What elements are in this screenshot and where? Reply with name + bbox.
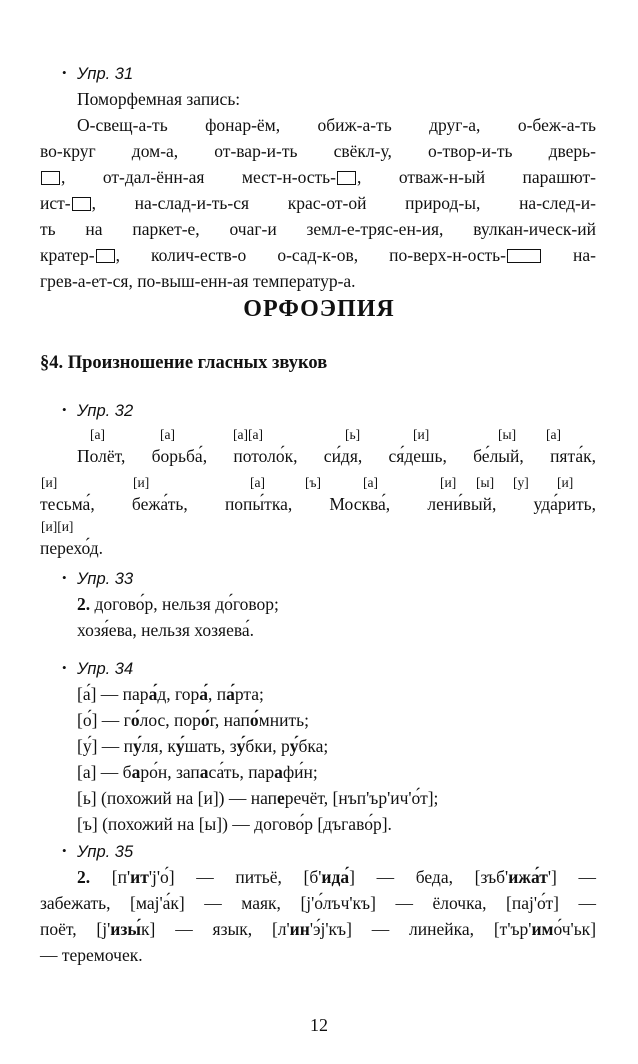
blank-box <box>96 249 115 263</box>
blank-box <box>507 249 541 263</box>
ex33-line-2: хозя́ева, нельзя хозяева́. <box>77 620 255 640</box>
transcription: [ы] <box>476 475 495 490</box>
ex31-label: Упр. 31 <box>77 65 134 83</box>
ex34-block <box>40 655 596 837</box>
transcription: [у] <box>513 475 529 490</box>
ex35-line-4 <box>40 942 596 968</box>
page-number: 12 <box>310 1015 328 1035</box>
ex34-line-2 <box>40 707 596 733</box>
stressed-segment: 2. <box>77 867 91 887</box>
ex35-line-2 <box>40 890 596 916</box>
text-segment: [ь] (похожий на [и]) — нап <box>77 788 277 808</box>
ex31-block <box>40 60 596 294</box>
stressed-segment: ин <box>289 919 310 939</box>
ex32-line-2-wrap <box>40 491 596 517</box>
ex35-label: Упр. 35 <box>77 843 134 861</box>
ex31-line-2: во-круг дом-а, от-вар-и-ть свёкл-у, о-твор-и-ть дверь- <box>40 141 596 161</box>
stressed-segment: у́ <box>289 736 299 756</box>
stressed-segment: о́ <box>249 710 259 730</box>
ex32-line-2: тесьма́, бежа́ть, попы́тка, Москва́, лени́вый, уда́рить, <box>40 494 596 514</box>
bullet-ex33: • <box>62 570 67 585</box>
ex33-label: Упр. 33 <box>77 570 134 588</box>
text-segment: лос, пор <box>139 710 201 730</box>
ex31-line-1: О-свещ-а-ть фонар-ём, обиж-а-ть друг-а, о-беж-а-ть <box>77 115 596 135</box>
text-segment: д, гор <box>157 684 200 704</box>
text-segment: ] — беда, [зъб' <box>349 867 509 887</box>
text-segment: [п' <box>90 867 131 887</box>
ex35-line-1 <box>40 864 596 890</box>
ex32-transcription-row-3 <box>0 517 638 537</box>
stressed-segment: у́ <box>175 736 185 756</box>
section-title: ОРФОЭПИЯ <box>243 296 395 322</box>
text-segment: '] — <box>547 867 596 887</box>
text-segment: [ъ] (похожий на [ы]) — догово́р [дъгаво́р]. <box>77 814 392 834</box>
stressed-segment: им <box>531 919 554 939</box>
text-segment: поёт, [j' <box>40 919 111 939</box>
ex33-block <box>40 565 596 643</box>
ex32-line-1: Полёт, борьба́, потоло́к, си́дя, ся́дешь, бе́лый, пята́к, <box>77 446 596 466</box>
text-segment: [у́] — п <box>77 736 134 756</box>
text-segment: мнить; <box>258 710 309 730</box>
stressed-segment: а <box>199 762 209 782</box>
ex31-line-3: , от-дал-ённ-ая мест-н-ость- , отваж-н-ый парашют- <box>40 164 596 190</box>
bullet-ex32: • <box>62 402 67 417</box>
text-segment: забежать, [маj'а́к] — маяк, [j'о́лъч'къ] — ёлочка, [паj'о́т] — <box>40 893 596 913</box>
transcription: [а] <box>546 427 561 442</box>
transcription: [и] <box>440 475 457 490</box>
ex32-transcription-row-2 <box>0 473 638 493</box>
text-segment: — теремочек. <box>40 945 143 965</box>
transcription: [ь] <box>345 427 361 442</box>
stressed-segment: о́ <box>200 710 210 730</box>
ex31-label-line <box>40 60 596 86</box>
ex31-line-6: кратер- , колич-еств-о о-сад-к-ов, по-верх-н-ость- на- <box>40 245 596 265</box>
text-segment: , п <box>207 684 227 704</box>
text-segment: к] — язык, [л' <box>141 919 290 939</box>
bullet-ex34: • <box>62 660 67 675</box>
transcription: [а] <box>160 427 175 442</box>
transcription: [и] <box>413 427 430 442</box>
ex32-label-line <box>40 397 596 423</box>
text-segment: 'j'о́] — питьё, [б' <box>148 867 322 887</box>
ex34-line-3 <box>40 733 596 759</box>
transcription: [ы] <box>498 427 517 442</box>
text-segment: г, нап <box>209 710 250 730</box>
ex33-line-1: 2. догово́р, нельзя до́говор; <box>77 594 279 614</box>
text-segment: са́ть, пар <box>208 762 275 782</box>
ex32-line-3: перехо́д. <box>40 538 104 558</box>
ex32-line-3-wrap <box>40 535 596 561</box>
text-segment: [а́] — пар <box>77 684 149 704</box>
stressed-segment: ижа́т <box>508 867 548 887</box>
stressed-segment: у́ <box>133 736 142 756</box>
ex31-line-4: ист- , на-слад-и-ть-ся крас-от-ой природ-ы, на-след-и- <box>40 193 596 213</box>
transcription: [и] <box>557 475 574 490</box>
ex34-line-4 <box>40 759 596 785</box>
subsection-title: §4. Произношение гласных звуков <box>40 353 328 373</box>
ex34-line-6 <box>40 811 596 837</box>
ex34-label: Упр. 34 <box>77 660 134 678</box>
bullet-ex35: • <box>62 843 67 858</box>
transcription: [а] <box>363 475 378 490</box>
ex32-label: Упр. 32 <box>77 402 134 420</box>
transcription: [а][а] <box>233 427 263 442</box>
text-segment: 'э́j'къ] — линейка, [т'ър' <box>309 919 532 939</box>
ex32-transcription-row-1 <box>0 425 638 445</box>
ex34-line-5 <box>40 785 596 811</box>
ex35-block <box>40 838 596 968</box>
text-segment: [а] — б <box>77 762 132 782</box>
text-segment: рта; <box>234 684 264 704</box>
stressed-segment: а <box>274 762 283 782</box>
text-segment: речёт, [нъп'ър'ич'о́т]; <box>284 788 439 808</box>
blank-box <box>41 171 60 185</box>
transcription: [и] <box>133 475 150 490</box>
ex32-line-1-wrap <box>40 443 596 469</box>
stressed-segment: у́ <box>236 736 246 756</box>
ex31-line-5: ть на паркет-е, очаг-и земл-е-тряс-ен-ия, вулкан-ическ-ий <box>40 219 596 239</box>
blank-box <box>72 197 91 211</box>
stressed-segment: ида́ <box>321 867 350 887</box>
stressed-segment: а́ <box>226 684 235 704</box>
blank-box <box>337 171 356 185</box>
text-segment: бки, р <box>245 736 290 756</box>
transcription: [а] <box>250 475 265 490</box>
stressed-segment: изы́ <box>110 919 142 939</box>
stressed-segment: а <box>131 762 141 782</box>
text-segment: ро́н, зап <box>140 762 200 782</box>
text-segment: о́ч'ьк] <box>553 919 597 939</box>
ex35-line-3 <box>40 916 596 942</box>
stressed-segment: о́ <box>130 710 140 730</box>
stressed-segment: а́ <box>148 684 158 704</box>
text-segment: шать, з <box>184 736 237 756</box>
stressed-segment: ит <box>130 867 149 887</box>
transcription: [а] <box>90 427 105 442</box>
ex31-line-7: грев-а-ет-ся, по-выш-енн-ая температур-а. <box>40 271 356 291</box>
text-segment: [о́] — г <box>77 710 131 730</box>
text-segment: ля, к <box>141 736 176 756</box>
text-segment: фи́н; <box>282 762 318 782</box>
text-segment: бка; <box>298 736 329 756</box>
bullet-ex31: • <box>62 65 67 80</box>
transcription: [ъ] <box>305 475 321 490</box>
stressed-segment: а́ <box>199 684 208 704</box>
transcription: [и][и] <box>41 519 74 534</box>
ex31-intro: Поморфемная запись: <box>77 89 241 109</box>
ex34-line-1 <box>40 681 596 707</box>
stressed-segment: е <box>277 788 285 808</box>
transcription: [и] <box>41 475 58 490</box>
